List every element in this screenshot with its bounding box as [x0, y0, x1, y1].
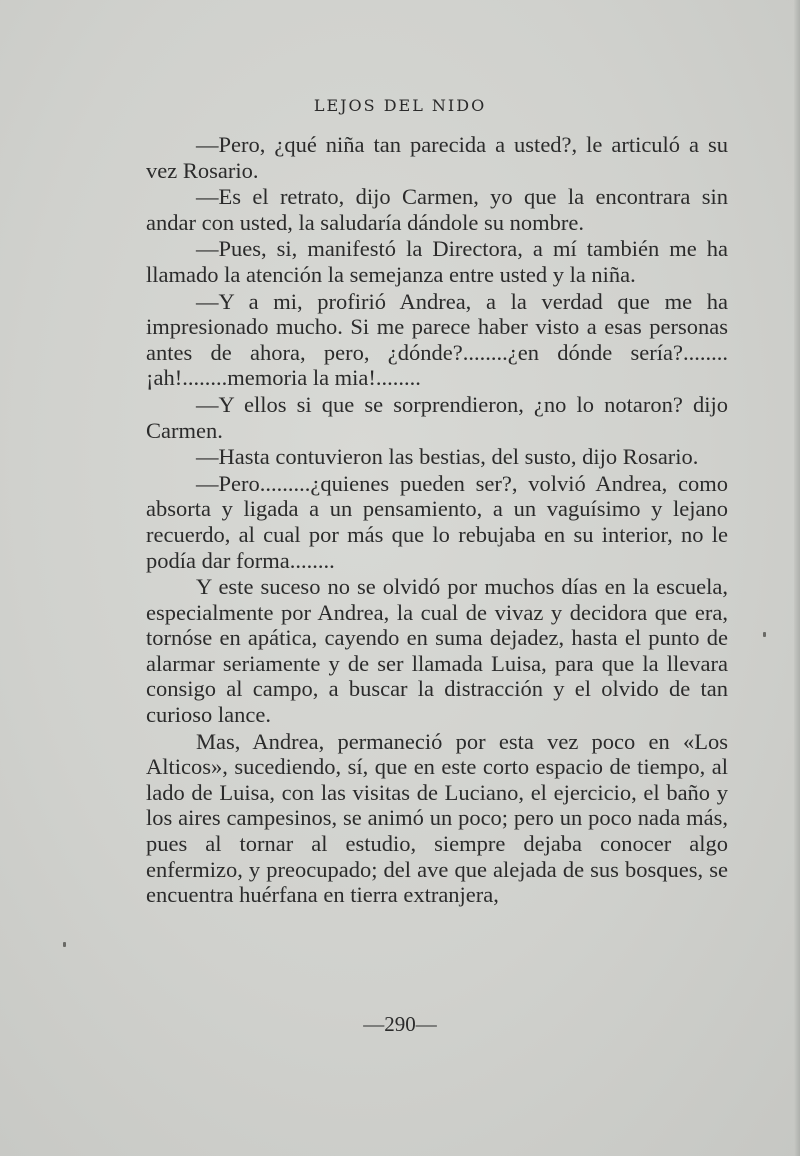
ink-speck — [763, 632, 766, 637]
paragraph-9: Mas, Andrea, permaneció por esta vez poco en «Los Alticos», sucediendo, sí, que en este corto espacio de tiempo, al lado de Luisa, con las visitas de Luciano, el ejercicio, el baño y los aires campesinos, se animó un poco; pero un poco nada más, pues al tornar al estudio, siempre dejaba conocer algo enfermizo, y preocupado; del ave que alejada de sus bosques, se encuentra huérfana en tierra extranjera, — [146, 728, 728, 908]
paragraph-2: —Es el retrato, dijo Carmen, yo que la encontrara sin andar con usted, la saludaría dándole su nombre. — [146, 184, 728, 235]
body-text — [146, 132, 728, 909]
paragraph-4: —Y a mi, profirió Andrea, a la verdad que me ha impresionado mucho. Si me parece haber visto a esas personas antes de ahora, pero, ¿dónde?........¿en dónde sería?........¡ah!........memoria la mia!........ — [146, 288, 728, 391]
paragraph-7: —Pero.........¿quienes pueden ser?, volvió Andrea, como absorta y ligada a un pensamiento, a un vaguísimo y lejano recuerdo, al cual por más que lo rebujaba en su interior, no le podía dar forma........ — [146, 470, 728, 573]
paragraph-8: Y este suceso no se olvidó por muchos días en la escuela, especialmente por Andrea, la cual de vivaz y decidora que era, tornóse en apática, cayendo en suma dejadez, hasta el punto de alarmar seriamente y de ser llamada Luisa, para que la llevara consigo al campo, a buscar la distracción y el olvido de tan curioso lance. — [146, 574, 728, 728]
paragraph-5: —Y ellos si que se sorprendieron, ¿no lo notaron? dijo Carmen. — [146, 391, 728, 443]
running-head: LEJOS DEL NIDO — [313, 96, 487, 115]
page-edge — [794, 0, 800, 1156]
paragraph-6: —Hasta contuvieron las bestias, del susto, dijo Rosario. — [196, 444, 699, 470]
page-number: —290— — [363, 1012, 437, 1036]
paragraph-1: —Pero, ¿qué niña tan parecida a usted?, le articuló a su vez Rosario. — [146, 132, 728, 183]
ink-speck — [63, 942, 66, 947]
paragraph-3: —Pues, si, manifestó la Directora, a mí también me ha llamado la atención la semejanza entre usted y la niña. — [146, 236, 728, 287]
